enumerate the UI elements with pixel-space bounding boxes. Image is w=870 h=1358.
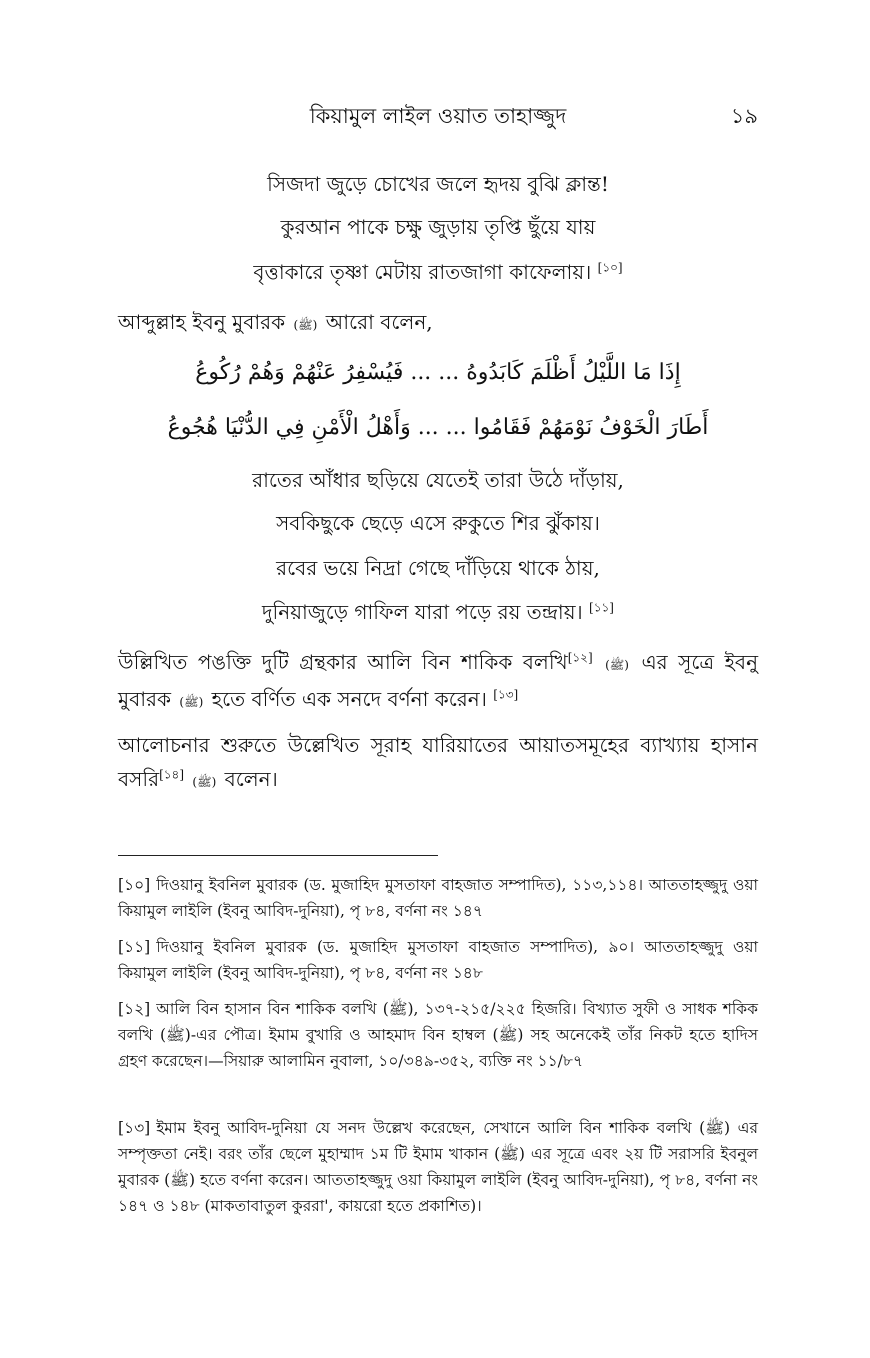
footnote	[118, 872, 758, 924]
footnote-ref[interactable]: [১২]	[567, 650, 593, 665]
verse-line	[118, 213, 758, 246]
footnote-number: [১০]	[118, 876, 151, 894]
verse-text: সিজদা জুড়ে চোখের জলে হৃদয় বুঝি ক্লান্ত!	[267, 172, 609, 196]
footnote	[118, 1115, 758, 1219]
para-text: হতে বর্ণিত এক সনদে বর্ণনা করেন।	[211, 687, 487, 711]
body-paragraph	[118, 728, 758, 799]
arabic-verse-line: إِذَا مَا اللَّيْلُ أَظْلَمَ كَابَدُوهُ ... ... فَيُسْفِرُ عَنْهُمْ وَهُمْ رُكُوعُ	[195, 360, 681, 385]
footnote-ref[interactable]: [১৪]	[159, 767, 185, 782]
verse-text: কুরআন পাকে চক্ষু জুড়ায় তৃপ্তি ছুঁয়ে যায়	[280, 215, 596, 239]
verse-line	[118, 554, 758, 587]
verse-text: রাতের আঁধার ছড়িয়ে যেতেই তারা উঠে দাঁড়ায়,	[252, 468, 624, 492]
para-text: আলোচনার শুরুতে উল্লেখিত সূরাহ যারিয়াতের আয়াতসমূহের ব্যাখ্যায় হাসান বসরি	[118, 733, 758, 791]
verse-text: বৃত্তাকারে তৃষ্ণা মেটায় রাতজাগা কাফেলায়।	[253, 260, 592, 284]
body-paragraph	[118, 645, 758, 719]
verse-line	[118, 509, 758, 542]
verse-text: সবকিছুকে ছেড়ে এসে রুকুতে শির ঝুঁকায়।	[276, 511, 600, 535]
page-number: ১৯	[730, 104, 758, 128]
page-header	[118, 100, 758, 134]
honorific-glyph: (ﷺ)	[605, 658, 629, 672]
verse-line	[118, 170, 758, 203]
verse-line	[118, 258, 758, 291]
footnote	[118, 934, 758, 986]
running-title: কিয়ামুল লাইল ওয়াত তাহাজ্জুদ	[309, 104, 567, 128]
para-text: বলেন।	[224, 767, 278, 791]
footnote-ref[interactable]: [১১]	[589, 600, 614, 615]
verse-line	[118, 466, 758, 499]
footnote-text: দিওয়ানু ইবনিল মুবারক (ড. মুজাহিদ মুসতাফা বাহজাত সম্পাদিত), ১১৩,১১৪। আততাহজ্জুদু ওয়া কিয়ামুল লাইলি (ইবনু আবিদ-দুনিয়া), পৃ ৮৪, বর্ণনা নং ১৪৭	[118, 876, 758, 920]
footnote-text: আলি বিন হাসান বিন শাকিক বলখি (ﷺ), ১৩৭-২১৫/২২৫ হিজরি। বিখ্যাত সুফী ও সাধক শকিক বলখি (ﷺ)-এর পৌত্র। ইমাম বুখারি ও আহমাদ বিন হাম্বল (ﷺ) সহ অনেকেই তাঁর নিকট হতে হাদিস গ্রহণ করেছেন।—সিয়ারু আলামিন নুবালা, ১০/৩৪৯-৩৫২, ব্যক্তি নং ১১/৮৭	[118, 1000, 759, 1070]
footnote-text: ইমাম ইবনু আবিদ-দুনিয়া যে সনদ উল্লেখ করেছেন, সেখানে আলি বিন শাকিক বলখি (ﷺ) এর সম্পৃক্ততা নেই। বরং তাঁর ছেলে মুহাম্মাদ ১ম টি ইমাম খাকান (ﷺ) এর সূত্রে এবং ২য় টি সরাসরি ইবনুল মুবারক (ﷺ) হতে বর্ণনা করেন। আততাহজ্জুদু ওয়া কিয়ামুল লাইলি (ইবনু আবিদ-দুনিয়া), পৃ ৮৪, বর্ণনা নং ১৪৭ ও ১৪৮ (মাকতাবাতুল কুররা', কায়রো হতে প্রকাশিত)।	[118, 1119, 759, 1215]
footnote-text: দিওয়ানু ইবনিল মুবারক (ড. মুজাহিদ মুসতাফা বাহজাত সম্পাদিত), ৯০। আততাহজ্জুদু ওয়া কিয়ামুল লাইলি (ইবনু আবিদ-দুনিয়া), পৃ ৮৪, বর্ণনা নং ১৪৮	[118, 938, 758, 982]
honorific-glyph: (ﷺ)	[192, 775, 217, 789]
verse-text: রবের ভয়ে নিদ্রা গেছে দাঁড়িয়ে থাকে ঠায়,	[276, 556, 600, 580]
honorific-glyph: (ﷺ)	[293, 318, 318, 332]
footnote-number: [১১]	[118, 938, 151, 956]
para-text: উল্লিখিত পঙক্তি দুটি গ্রন্থকার আলি বিন শাকিক বলখি	[118, 650, 568, 674]
arabic-verse-line: أَطَارَ الْخَوْفُ نَوْمَهُمْ فَقَامُوا ... ... وَأَهْلُ الْأَمْنِ فِي الدُّنْيَا هُجُوعُ	[167, 415, 709, 440]
verse-text: দুনিয়াজুড়ে গাফিল যারা পড়ে রয় তন্দ্রায়।	[262, 600, 583, 624]
footnote-number: [১৩]	[118, 1119, 151, 1137]
honorific-glyph: (ﷺ)	[179, 695, 204, 709]
footnote-ref[interactable]: [১০]	[597, 260, 623, 275]
intro-text: আরো বলেন,	[325, 310, 433, 334]
intro-text: আব্দুল্লাহ ইবনু মুবারক	[118, 310, 286, 334]
footnote-ref[interactable]: [১৩]	[493, 687, 519, 702]
footnote-divider	[118, 855, 438, 856]
verse-line	[118, 598, 758, 631]
para-text: এর সূত্রে ইবনু মুবারক	[118, 650, 759, 711]
footnote	[118, 996, 758, 1074]
intro-line	[118, 305, 758, 342]
footnote-number: [১২]	[118, 1000, 151, 1018]
